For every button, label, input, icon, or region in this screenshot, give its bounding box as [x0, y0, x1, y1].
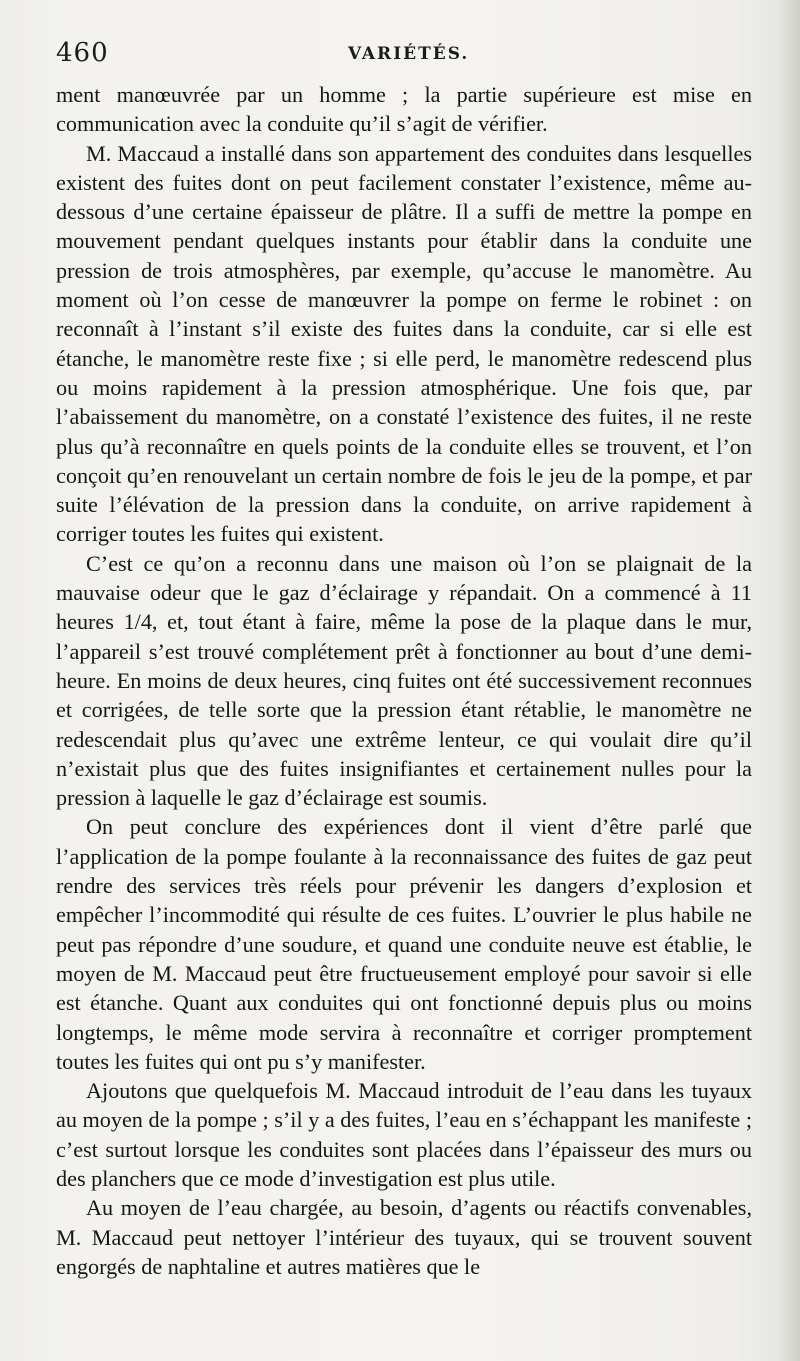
- page-header: [56, 38, 756, 72]
- running-head: VARIÉTÉS.: [348, 44, 470, 64]
- paragraph-continuation: ment manœuvrée par un homme ; la partie supérieure est mise en communication avec la conduite qu’il s’agit de vérifier.: [56, 82, 752, 137]
- paragraph: Ajoutons que quelquefois M. Maccaud introduit de l’eau dans les tuyaux au moyen de la pompe ; s’il y a des fuites, l’eau en s’échappant les manifeste ; c’est surtout lorsque les conduites sont placées dans l’épaisseur des murs ou des planchers que ce mode d’investigation est plus utile.: [56, 1078, 752, 1191]
- paragraph: C’est ce qu’on a reconnu dans une maison où l’on se plaignait de la mauvaise odeur que le gaz d’éclairage y répandait. On a commencé à 11 heures 1/4, et, tout étant à faire, même la pose de la plaque dans le mur, l’appareil s’est trouvé complétement prêt à fonctionner au bout d’une demi-heure. En moins de deux heures, cinq fuites ont été successivement reconnues et corrigées, de telle sorte que la pression étant rétablie, le manomètre ne redescendait plus qu’avec une extrême lenteur, ce qui voulait dire qu’il n’existait plus que des fuites insignifiantes et certainement nulles pour la pression à laquelle le gaz d’éclairage est soumis.: [56, 550, 752, 811]
- paragraph: On peut conclure des expériences dont il vient d’être parlé que l’application de la pompe foulante à la reconnaissance des fuites de gaz peut rendre des services très réels pour prévenir les dangers d’explosion et empêcher l’incommodité qui résulte de ces fuites. L’ouvrier le plus habile ne peut pas répondre d’une soudure, et quand une conduite neuve est établie, le moyen de M. Maccaud peut être fructueusement employé pour savoir si elle est étanche. Quant aux conduites qui ont fonctionné depuis plus ou moins longtemps, le même mode servira à reconnaître et corriger promptement toutes les fuites qui ont pu s’y manifester.: [56, 814, 752, 1074]
- page-number: 460: [56, 38, 109, 68]
- paragraph: M. Maccaud a installé dans son appartement des conduites dans lesquelles existent des fuites dont on peut facilement constater l’existence, même au-dessous d’une certaine épaisseur de plâtre. Il a suffi de mettre la pompe en mouvement pendant quelques instants pour établir dans la conduite une pression de trois atmosphères, par exemple, qu’accuse le manomètre. Au moment où l’on cesse de manœuvrer la pompe on ferme le robinet : on reconnaît à l’instant s’il existe des fuites dans la conduite, car si elle est étanche, le manomètre reste fixe ; si elle perd, le manomètre redescend plus ou moins rapidement à la pression atmosphérique. Une fois que, par l’abaissement du manomètre, on a constaté l’existence des fuites, il ne reste plus qu’à reconnaître en quels points de la conduite elles se trouvent, et l’on conçoit qu’en renouvelant un certain nombre de fois le jeu de la pompe, et par suite l’élévation de la pression dans la conduite, on arrive rapidement à corriger toutes les fuites qui existent.: [56, 140, 752, 547]
- body-text: [56, 80, 752, 1281]
- page-spine-shadow: [778, 0, 800, 1361]
- paragraph: Au moyen de l’eau chargée, au besoin, d’agents ou réactifs convenables, M. Maccaud peut nettoyer l’intérieur des tuyaux, qui se trouvent souvent engorgés de naphtaline et autres matières que le: [56, 1195, 752, 1279]
